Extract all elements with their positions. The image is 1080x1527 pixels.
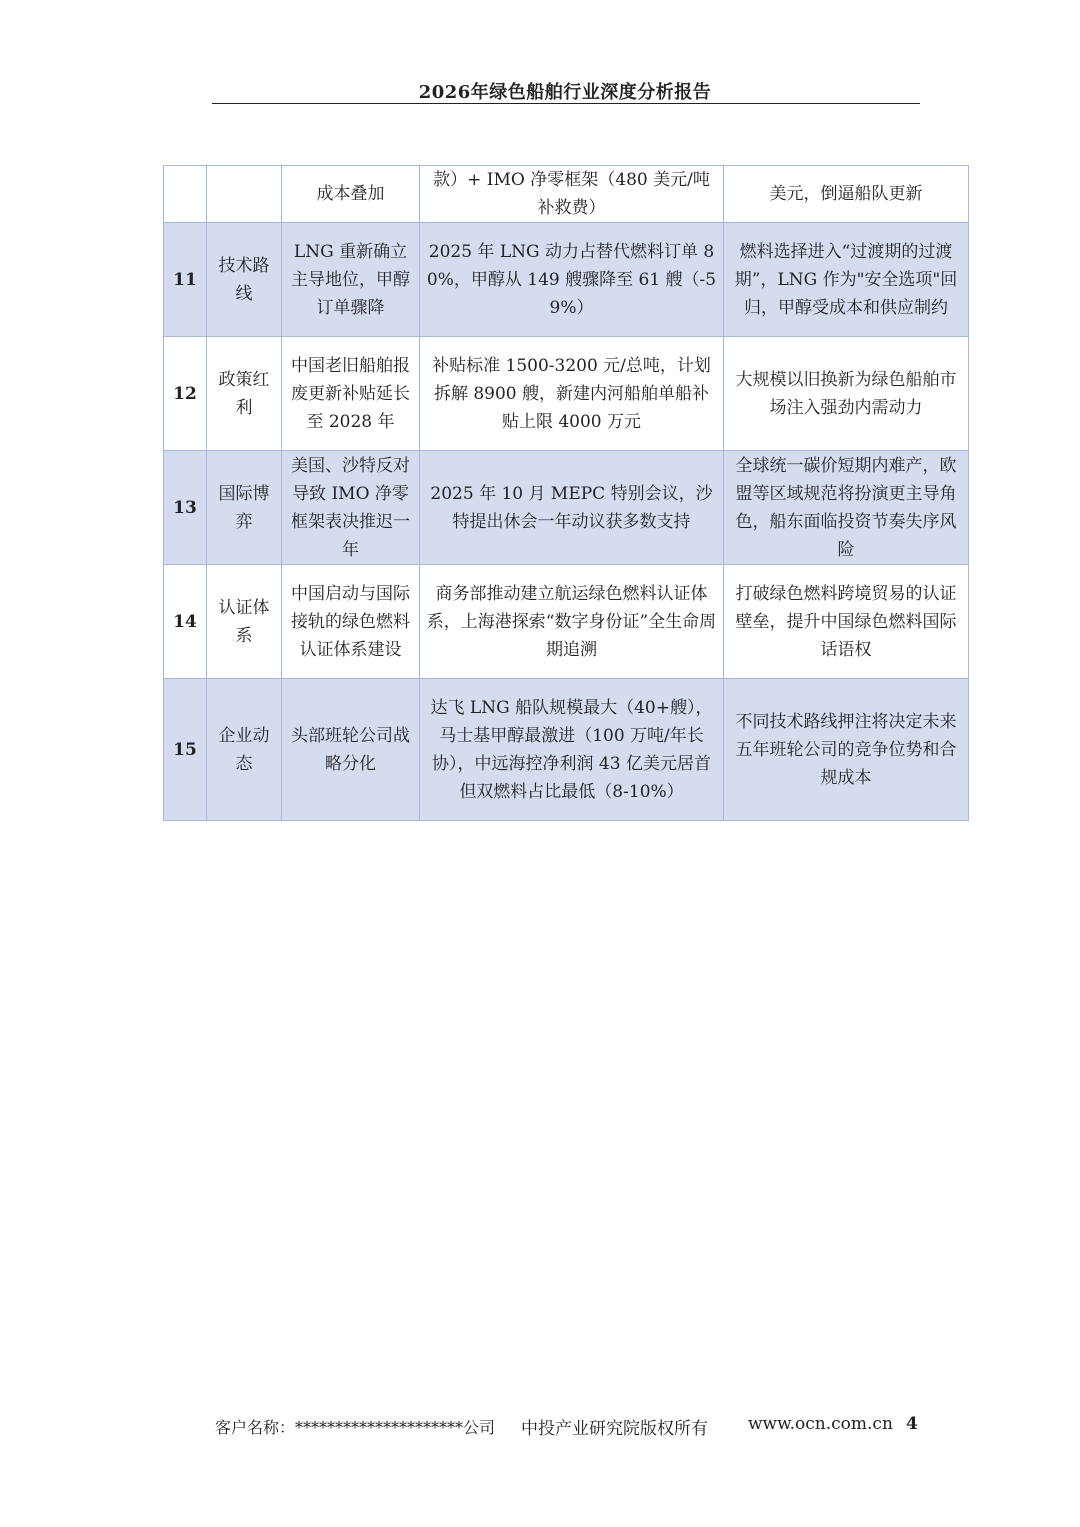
row-number: 11 [164,223,207,337]
table-row [164,451,969,565]
row-impact: 不同技术路线押注将决定未来五年班轮公司的竞争位势和合规成本 [724,679,969,821]
row-event: 中国启动与国际接轨的绿色燃料认证体系建设 [282,565,420,679]
row-impact: 大规模以旧换新为绿色船舶市场注入强劲内需动力 [724,337,969,451]
client-name: 客户名称：*********************公司 [215,1418,496,1437]
row-data: 达飞 LNG 船队规模最大（40+艘），马士基甲醇最激进（100 万吨/年长协），中远海控净利润 43 亿美元居首但双燃料占比最低（8-10%） [420,679,724,821]
row-category: 国际博弈 [207,451,282,565]
row-data: 2025 年 10 月 MEPC 特别会议，沙特提出休会一年动议获多数支持 [420,451,724,565]
row-event: 头部班轮公司战略分化 [282,679,420,821]
page-number: 4 [906,1414,918,1434]
row-number [164,166,207,223]
row-event: LNG 重新确立主导地位，甲醇订单骤降 [282,223,420,337]
row-impact: 全球统一碳价短期内难产，欧盟等区域规范将扮演更主导角色，船东面临投资节奏失序风险 [724,451,969,565]
website-link[interactable]: www.ocn.com.cn [748,1414,893,1434]
row-number: 15 [164,679,207,821]
row-data: 商务部推动建立航运绿色燃料认证体系，上海港探索“数字身份证”全生命周期追溯 [420,565,724,679]
row-impact: 燃料选择进入“过渡期的过渡期”，LNG 作为"安全选项"回归，甲醇受成本和供应制约 [724,223,969,337]
row-number: 13 [164,451,207,565]
row-category: 企业动态 [207,679,282,821]
row-event: 成本叠加 [282,166,420,223]
row-number: 12 [164,337,207,451]
table-row [164,679,969,821]
row-event: 美国、沙特反对导致 IMO 净零框架表决推迟一年 [282,451,420,565]
header-divider [212,103,920,104]
row-category: 技术路线 [207,223,282,337]
row-data: 款）+ IMO 净零框架（480 美元/吨补救费） [420,166,724,223]
table-row [164,565,969,679]
row-event: 中国老旧船舶报废更新补贴延长至 2028 年 [282,337,420,451]
row-category: 政策红利 [207,337,282,451]
row-data: 补贴标准 1500-3200 元/总吨，计划拆解 8900 艘，新建内河船舶单船补贴上限 4000 万元 [420,337,724,451]
table-row [164,223,969,337]
events-table [163,165,969,821]
row-impact: 打破绿色燃料跨境贸易的认证壁垒，提升中国绿色燃料国际话语权 [724,565,969,679]
table-row [164,166,969,223]
row-impact: 美元，倒逼船队更新 [724,166,969,223]
table-row [164,337,969,451]
copyright-notice: 中投产业研究院版权所有 [521,1419,708,1439]
row-data: 2025 年 LNG 动力占替代燃料订单 80%，甲醇从 149 艘骤降至 61 艘（-59%） [420,223,724,337]
report-title: 2026年绿色船舶行业深度分析报告 [418,82,712,103]
row-category [207,166,282,223]
row-number: 14 [164,565,207,679]
row-category: 认证体系 [207,565,282,679]
